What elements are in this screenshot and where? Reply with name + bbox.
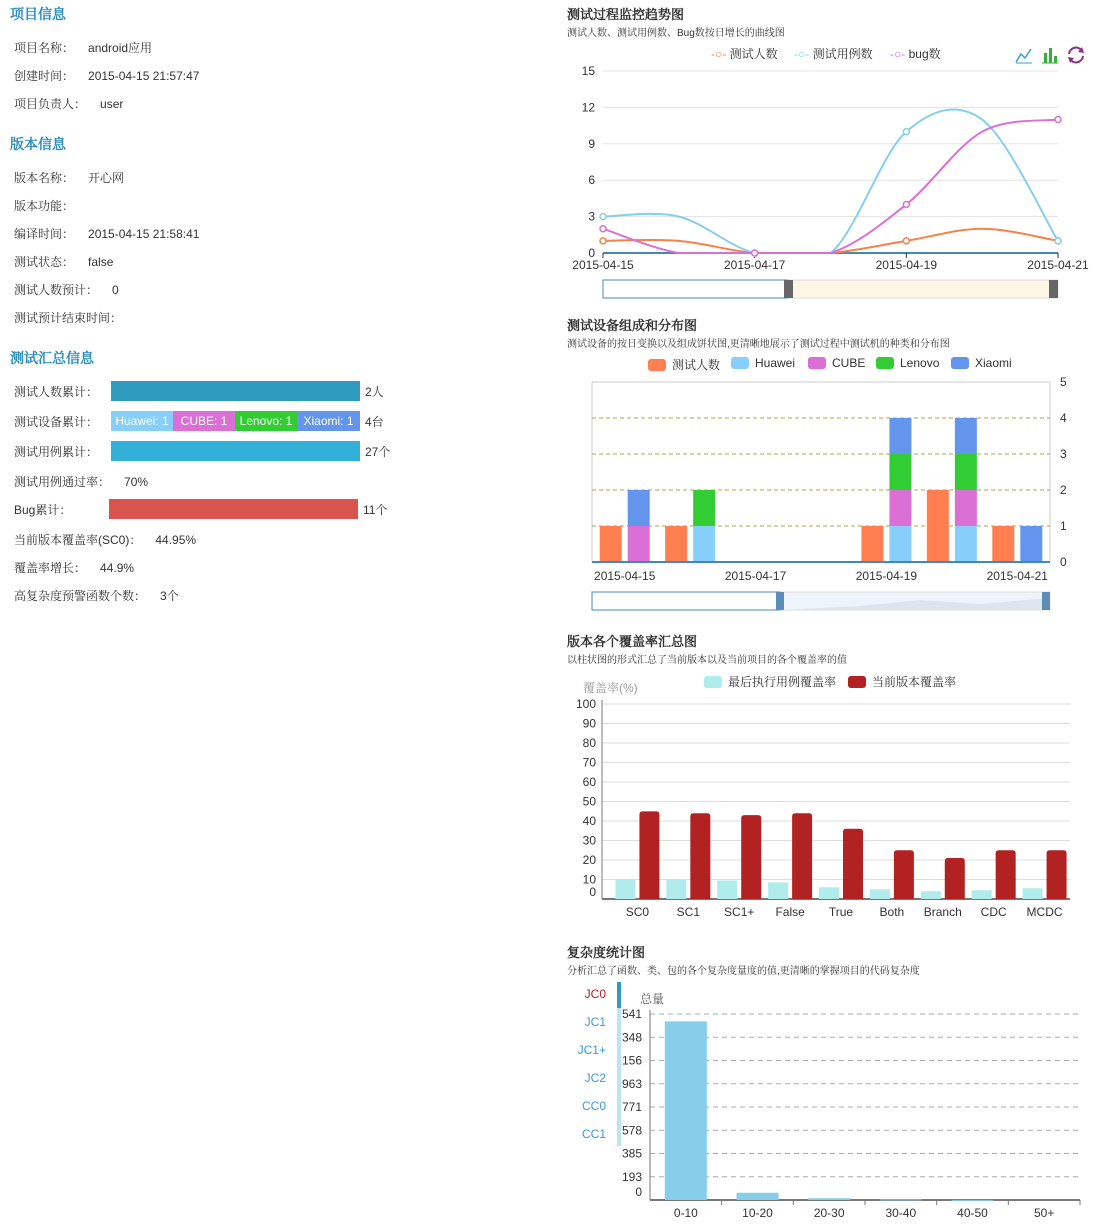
devices-bar-xiaomi: [955, 418, 977, 454]
trend-point: [600, 226, 606, 232]
trend-title: 测试过程监控趋势图: [567, 7, 685, 22]
devices-segment-cube: CUBE: 1: [173, 411, 235, 431]
coverage-bar-last: [870, 889, 890, 899]
coverage-bar-current: [894, 850, 914, 899]
coverage-bar-last: [1023, 888, 1043, 899]
devices-xtick-label: 2015-04-19: [855, 569, 918, 583]
project-owner-label: 项目负责人：: [14, 97, 87, 111]
complexity-bar: [952, 1200, 994, 1201]
growth-value: 44.9%: [100, 561, 135, 575]
coverage-bar-last: [921, 891, 941, 899]
devices-legend-huawei-label: Huawei: [755, 356, 796, 370]
trend-zoom-handle: [784, 280, 793, 298]
devices-bar-testers: [600, 526, 622, 562]
coverage-bar-last: [819, 887, 839, 899]
trend-xtick-label: 2015-04-21: [1027, 258, 1089, 272]
devices-segment-huawei: Huawei: 1: [111, 411, 173, 431]
trend-xtick-label: 2015-04-19: [875, 258, 938, 272]
devices-segment-xiaomi: Xiaomi: 1: [297, 411, 360, 431]
coverage-ytick-label: 100: [575, 697, 596, 711]
complexity-ytick-label: 541: [621, 1007, 642, 1021]
devices-chart-subtitle: 测试设备的按日变换以及组成饼状图,更清晰地展示了测试过程中测试机的种类和分布图: [567, 339, 950, 350]
complexity-bar: [808, 1198, 850, 1200]
bugs-label: Bug累计：: [14, 503, 72, 517]
devices-bar-cube: [889, 490, 911, 526]
devices-ytick-label: 5: [1060, 375, 1067, 389]
trend-ytick-label: 3: [588, 209, 595, 224]
trend-legend-bugs-label: bug数: [908, 47, 941, 61]
devices-label: 测试设备累计：: [14, 415, 99, 429]
trend-point: [903, 238, 909, 244]
version-build-label: 编译时间：: [14, 227, 75, 241]
devices-bar-lenovo: [955, 454, 977, 490]
devices-legend-lenovo[interactable]: [876, 356, 939, 370]
coverage-ytick-label: 90: [582, 716, 596, 731]
trend-point: [903, 129, 909, 135]
pass-rate-label: 测试用例通过率：: [14, 475, 111, 489]
legend-swatch: [731, 357, 749, 369]
complexity-xtick-label: 50+: [1033, 1206, 1055, 1220]
trend-xtick-label: 2015-04-17: [723, 258, 786, 272]
devices-bar-cube: [955, 490, 977, 526]
devices-bar-xiaomi: [628, 490, 650, 526]
trend-ytick-label: 9: [588, 136, 595, 151]
version-feature-label: 版本功能：: [14, 199, 75, 213]
devices-chart[interactable]: [560, 372, 1093, 617]
project-owner-row: [14, 95, 123, 112]
devices-ytick-label: 4: [1060, 411, 1067, 425]
complex-row: [14, 587, 179, 604]
complexity-ytick-label: 771: [621, 1100, 642, 1114]
trend-series-line: [603, 229, 1058, 253]
complexity-xtick-label: 10-20: [742, 1206, 773, 1220]
trend-zoom-handle: [1049, 280, 1058, 298]
legend-swatch: [808, 357, 826, 369]
devices-bar-testers: [665, 526, 687, 562]
project-created-value: 2015-04-15 21:57:47: [88, 69, 200, 83]
devices-bar-xiaomi: [1020, 526, 1042, 562]
coverage-bar-last: [666, 880, 686, 900]
devices-legend-cube-label: CUBE: [832, 356, 866, 370]
coverage-ytick-label: 60: [582, 775, 596, 789]
devices-count: 4台: [365, 415, 384, 429]
coverage-ylabel: 覆盖率(%): [583, 681, 638, 695]
trend-series-line: [603, 110, 1058, 253]
trend-point: [1055, 117, 1061, 123]
trend-ytick-label: 12: [581, 100, 595, 115]
devices-legend-huawei[interactable]: [731, 356, 795, 370]
coverage-label: 当前版本覆盖率(SC0)：: [14, 533, 142, 547]
coverage-chart[interactable]: [560, 690, 1093, 925]
coverage-bar-current: [843, 829, 863, 899]
complexity-ytick-label: 0: [635, 1185, 642, 1199]
project-name-value: android应用: [88, 41, 153, 55]
complex-label: 高复杂度预警函数个数：: [14, 589, 147, 603]
devices-bar-lenovo: [889, 454, 911, 490]
coverage-legend-last[interactable]: [704, 673, 836, 690]
trend-point: [752, 250, 758, 256]
version-testers-row: [14, 281, 119, 298]
devices-legend-xiaomi-label: Xiaomi: [975, 356, 1012, 370]
devices-xtick-label: 2015-04-21: [986, 569, 1048, 583]
complexity-tab-jc2[interactable]: JC2: [584, 1071, 606, 1085]
version-end-label: 测试预计结束时间：: [14, 311, 123, 325]
complexity-ytick-label: 156: [621, 1053, 642, 1068]
complexity-tab-cc0[interactable]: CC0: [581, 1099, 606, 1113]
project-info-title: 项目信息: [10, 6, 66, 22]
growth-row: [14, 559, 134, 576]
trend-point: [903, 201, 909, 207]
coverage-bar-current: [792, 813, 812, 899]
coverage-chart-title: 版本各个覆盖率汇总图: [567, 634, 698, 649]
testers-label: 测试人数累计：: [14, 385, 99, 399]
summary-title: 测试汇总信息: [10, 350, 94, 366]
devices-bar-testers: [927, 490, 949, 562]
coverage-xtick-label: SC1: [676, 905, 701, 919]
devices-zoom-selection: [592, 592, 780, 610]
coverage-bar-last: [972, 890, 992, 899]
trend-point: [1055, 238, 1061, 244]
coverage-xtick-label: Branch: [923, 905, 962, 919]
coverage-legend-current[interactable]: [848, 673, 956, 690]
coverage-chart-subtitle: 以柱状图的形式汇总了当前版本以及当前项目的各个覆盖率的值: [567, 655, 847, 666]
devices-ytick-label: 3: [1060, 447, 1067, 461]
devices-ytick-label: 0: [1060, 555, 1067, 569]
coverage-bar-current: [741, 815, 761, 899]
version-status-row: [14, 253, 113, 270]
legend-swatch: [704, 676, 722, 688]
complexity-tab-jc1plus[interactable]: JC1+: [577, 1043, 606, 1057]
trend-ytick-label: 0: [588, 246, 595, 260]
project-name-row: [14, 39, 152, 56]
devices-bar-testers: [992, 526, 1014, 562]
devices-bar-cube: [628, 526, 650, 562]
complexity-bar: [665, 1021, 707, 1200]
devices-bar-testers: [861, 526, 883, 562]
coverage-bar-last: [615, 880, 635, 900]
coverage-bar-current: [945, 858, 965, 899]
coverage-xtick-label: Both: [879, 905, 905, 919]
legend-swatch: [951, 357, 969, 369]
complexity-chart-title: 复杂度统计图: [567, 945, 646, 960]
coverage-ytick-label: 20: [582, 853, 596, 867]
devices-legend-xiaomi[interactable]: [951, 356, 1012, 370]
version-status-label: 测试状态：: [14, 255, 75, 269]
trend-chart[interactable]: [560, 60, 1093, 305]
testers-bar: [111, 381, 360, 401]
trend-legend-testers-label: 测试人数: [729, 47, 778, 61]
complexity-ytick-label: 193: [621, 1169, 642, 1184]
complexity-chart-subtitle: 分析汇总了函数、类、包的各个复杂度量度的值,更清晰的掌握项目的代码复杂度: [567, 966, 920, 977]
cases-bar: [111, 441, 360, 461]
complexity-ylabel: 总量: [640, 992, 665, 1006]
coverage-ytick-label: 40: [582, 814, 596, 828]
project-created-label: 创建时间：: [14, 69, 75, 83]
version-feature-row: [14, 197, 88, 214]
pass-rate-row: [14, 473, 148, 490]
devices-bar-lenovo: [693, 490, 715, 526]
complexity-ytick-label: 385: [621, 1146, 642, 1161]
devices-legend-lenovo-label: Lenovo: [900, 356, 940, 370]
complexity-xtick-label: 30-40: [885, 1206, 917, 1220]
coverage-ytick-label: 50: [582, 794, 596, 809]
version-name-row: [14, 169, 124, 186]
cases-label: 测试用例累计：: [14, 445, 99, 459]
trend-ytick-label: 15: [581, 64, 595, 78]
project-name-label: 项目名称：: [14, 41, 75, 55]
bugs-count: 11个: [363, 503, 388, 517]
complexity-tab-jc1[interactable]: JC1: [584, 1015, 606, 1029]
complexity-bar: [737, 1193, 779, 1200]
coverage-legend-current-label: 当前版本覆盖率: [872, 675, 957, 689]
complexity-xtick-label: 0-10: [673, 1206, 698, 1220]
version-end-row: [14, 309, 136, 326]
coverage-bar-current: [690, 813, 710, 899]
complexity-ytick-label: 348: [621, 1030, 642, 1045]
devices-bar-huawei: [693, 526, 715, 562]
trend-subtitle: 测试人数、测试用例数、Bug数按日增长的曲线图: [567, 28, 785, 39]
complexity-xtick-label: 20-30: [813, 1206, 845, 1220]
pass-rate-value: 70%: [124, 475, 149, 489]
complexity-xtick-label: 40-50: [957, 1206, 988, 1220]
cases-count: 27个: [365, 445, 391, 459]
complexity-ytick-label: 963: [621, 1076, 642, 1091]
version-name-label: 版本名称：: [14, 171, 75, 185]
testers-count: 2人: [365, 385, 384, 399]
complexity-ytick-label: 578: [621, 1123, 642, 1138]
version-status-value: false: [88, 255, 114, 269]
trend-ytick-label: 6: [588, 173, 595, 188]
devices-segment-lenovo: Lenovo: 1: [235, 411, 297, 431]
complexity-tab-jc0[interactable]: JC0: [584, 987, 606, 1001]
complexity-chart[interactable]: [600, 1000, 1093, 1225]
legend-line-marker-icon: -○-: [794, 47, 810, 61]
coverage-xtick-label: SC0: [625, 905, 650, 919]
devices-legend-testers-label: 测试人数: [672, 358, 721, 372]
complex-value: 3个: [160, 589, 179, 603]
coverage-ytick-label: 80: [582, 736, 596, 750]
version-testers-value: 0: [112, 283, 119, 297]
version-build-row: [14, 225, 199, 242]
coverage-bar-current: [639, 811, 659, 899]
coverage-ytick-label: 0: [589, 885, 596, 899]
project-owner-value: user: [100, 97, 124, 111]
version-info-title: 版本信息: [10, 136, 66, 152]
growth-label: 覆盖率增长：: [14, 561, 87, 575]
coverage-bar-current: [996, 850, 1016, 899]
coverage-ytick-label: 10: [582, 872, 596, 887]
devices-zoom-handle: [776, 592, 784, 610]
devices-ytick-label: 1: [1060, 519, 1067, 533]
legend-swatch: [648, 359, 666, 371]
coverage-xtick-label: MCDC: [1026, 905, 1063, 919]
coverage-xtick-label: SC1+: [724, 905, 755, 919]
coverage-row: [14, 531, 196, 548]
complexity-tab-cc1[interactable]: CC1: [581, 1127, 606, 1141]
devices-bar: [111, 411, 360, 431]
coverage-ytick-label: 30: [582, 833, 596, 848]
devices-bar-huawei: [955, 526, 977, 562]
coverage-legend-last-label: 最后执行用例覆盖率: [728, 675, 837, 689]
devices-bar-xiaomi: [889, 418, 911, 454]
trend-legend-cases-label: 测试用例数: [812, 47, 873, 61]
legend-swatch: [876, 357, 894, 369]
version-name-value: 开心网: [88, 171, 125, 185]
devices-xtick-label: 2015-04-15: [594, 569, 656, 583]
legend-line-marker-icon: -○-: [711, 47, 727, 61]
coverage-bar-current: [1047, 850, 1067, 899]
project-created-row: [14, 67, 199, 84]
devices-zoom-handle: [1042, 592, 1050, 610]
trend-series-line: [603, 120, 1058, 253]
coverage-ytick-label: 70: [582, 755, 596, 770]
coverage-value: 44.95%: [155, 533, 197, 547]
legend-line-marker-icon: -○-: [890, 47, 906, 61]
trend-point: [600, 214, 606, 220]
devices-ytick-label: 2: [1060, 483, 1067, 497]
coverage-xtick-label: True: [828, 905, 854, 919]
devices-legend-testers[interactable]: [648, 356, 720, 373]
version-build-value: 2015-04-15 21:58:41: [88, 227, 200, 241]
devices-plot-frame: [592, 382, 1050, 562]
devices-xtick-label: 2015-04-17: [724, 569, 787, 583]
bugs-bar: [109, 499, 358, 519]
version-testers-label: 测试人数预计：: [14, 283, 99, 297]
legend-swatch: [848, 676, 866, 688]
coverage-xtick-label: False: [775, 905, 805, 919]
coverage-xtick-label: CDC: [980, 905, 1007, 919]
trend-zoom-selection: [603, 280, 787, 298]
coverage-bar-last: [768, 882, 788, 899]
trend-xtick-label: 2015-04-15: [572, 258, 634, 272]
devices-legend-cube[interactable]: [808, 356, 865, 370]
trend-point: [600, 238, 606, 244]
complexity-bar: [880, 1199, 922, 1200]
devices-chart-title: 测试设备组成和分布图: [567, 318, 698, 333]
coverage-bar-last: [717, 880, 737, 899]
devices-bar-huawei: [889, 526, 911, 562]
